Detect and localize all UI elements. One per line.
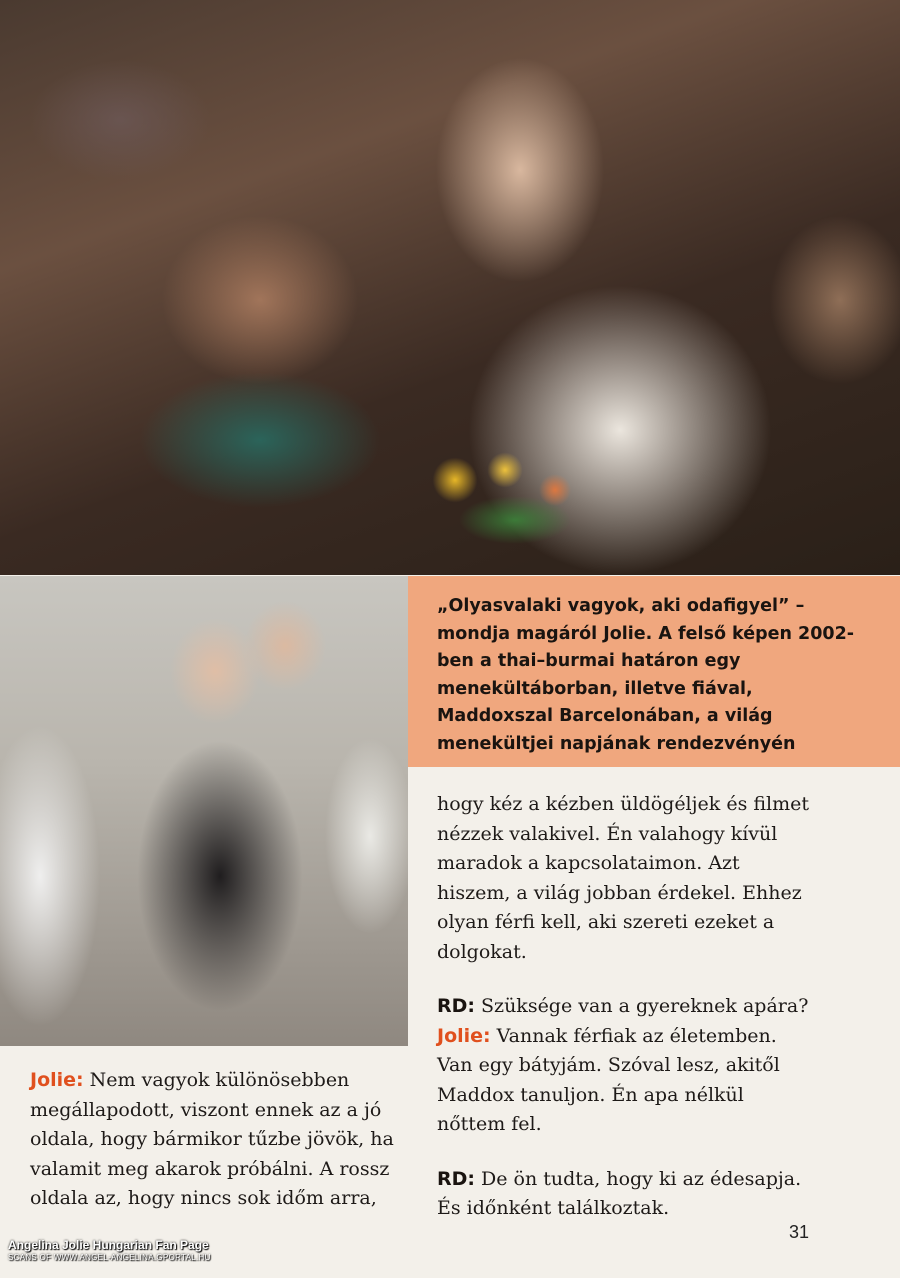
refugee-camp-photo [0, 0, 900, 575]
speaker-label-jolie: Jolie: [30, 1069, 84, 1091]
question-paragraph [437, 992, 815, 1022]
answer-text: Vannak férfiak az életemben. Van egy bátyjám. Szóval lesz, akitől Maddox tanuljon. Én apa nélkül nőttem fel. [437, 1024, 780, 1135]
flower-bouquet [395, 430, 595, 550]
speaker-label-rd: RD: [437, 1167, 475, 1190]
question-text: Szüksége van a gyereknek apára? [475, 995, 809, 1017]
speaker-label-rd: RD: [437, 995, 475, 1017]
answer-text: Nem vagyok különösebben megállapodott, viszont ennek az a jó oldala, hogy bármikor tűzbe jövök, ha valamit meg akarok próbálni. A rossz oldala az, hogy nincs sok időm arra, [30, 1069, 394, 1209]
watermark-subtitle: SCANS OF WWW.ANGEL-ANGELINA.GPORTAL.HU [8, 1253, 211, 1262]
speaker-label-jolie: Jolie: [437, 1024, 491, 1047]
question-text: De ön tudta, hogy ki az édesapja. És időnként találkoztak. [437, 1167, 802, 1219]
paragraph: hogy kéz a kézben üldögéljek és filmet nézzek valakivel. Én valahogy kívül maradok a kapcsolataimon. Azt hiszem, a világ jobban érdekel. Ehhez olyan férfi kell, aki szereti ezeket a dolgokat. [437, 793, 810, 963]
answer-paragraph [30, 1066, 408, 1214]
barcelona-photo [0, 576, 408, 1046]
question-paragraph [437, 1165, 815, 1224]
right-text-column [437, 790, 815, 1224]
answer-paragraph [437, 1022, 815, 1140]
watermark [8, 1238, 211, 1262]
left-text-column [30, 1066, 408, 1214]
page-number: 31 [789, 1222, 810, 1242]
watermark-title: Angelina Jolie Hungarian Fan Page [8, 1238, 209, 1252]
photo-caption: „Olyasvalaki vagyok, aki odafigyel” – mondja magáról Jolie. A felső képen 2002-ben a thai–burmai határon egy menekültáborban, illetve fiával, Maddoxszal Barcelonában, a világ menekültjei napjának rendezvényén [437, 596, 855, 754]
